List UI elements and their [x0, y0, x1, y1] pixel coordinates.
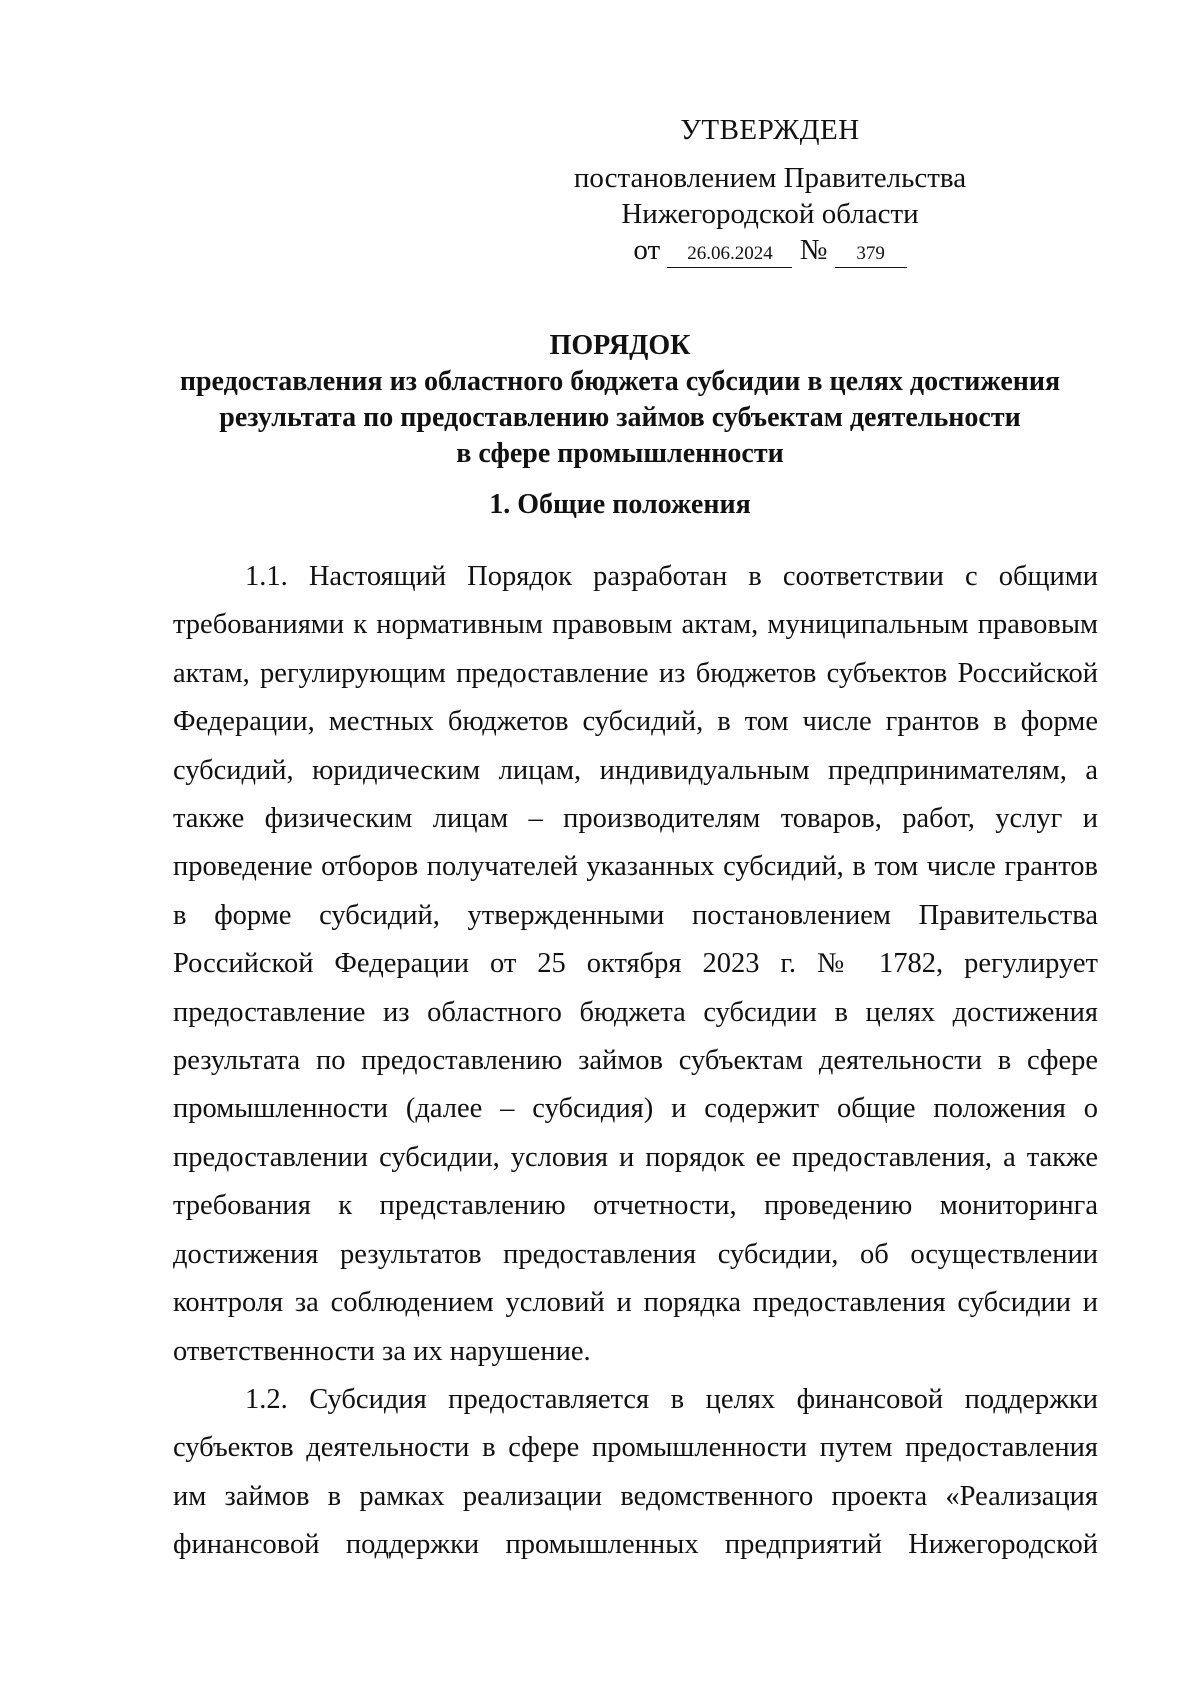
approval-number: 379	[835, 241, 907, 268]
approval-line-1: постановлением Правительства	[573, 162, 967, 194]
document-title	[140, 328, 1100, 472]
title-main: ПОРЯДОК	[549, 330, 691, 361]
approval-date: 26.06.2024	[667, 241, 792, 268]
approval-heading: УТВЕРЖДЕН	[680, 114, 860, 146]
section-heading: 1. Общие положения	[489, 489, 751, 520]
approval-line-2: Нижегородской области	[621, 198, 919, 230]
approval-date-line	[560, 232, 980, 268]
approval-block	[560, 112, 980, 268]
from-label: от	[633, 234, 661, 266]
title-line-3: в сфере промышленности	[456, 438, 784, 469]
title-line-1: предоставления из областного бюджета субсидии в целях достижения	[179, 366, 1061, 397]
title-line-2: результата по предоставлению займов субъектам деятельности	[219, 402, 1021, 433]
paragraph-1-1: 1.1. Настоящий Порядок разработан в соответствии с общими требованиями к нормативным правовым актам, муниципальным правовым актам, регулирующим предоставление из бюджетов субъектов Российской Федерации, местных бюджетов субсидий, в том числе грантов в форме субсидий, юридическим лицам, индивидуальным предпринимателям, а также физическим лицам – производителям товаров, работ, услуг и проведение отборов получателей указанных субсидий, в том числе грантов в форме субсидий, утвержденными постановлением Правительства Российской Федерации от 25 октября 2023 г. № 1782, регулирует предоставление из областного бюджета субсидии в целях достижения результата по предоставлению займов субъектам деятельности в сфере промышленности (далее – субсидия) и содержит общие положения о предоставлении субсидии, условия и порядок ее предоставления, а также требования к представлению отчетности, проведению мониторинга достижения результатов предоставления субсидии, об осуществлении контроля за соблюдением условий и порядка предоставления субсидии и ответственности за их нарушение.	[173, 561, 1098, 1367]
number-label: №	[799, 234, 828, 266]
paragraph-1-2: 1.2. Субсидия предоставляется в целях финансовой поддержки субъектов деятельности в сфере промышленности путем предоставления им займов в рамках реализации ведомственного проекта «Реализация финансовой поддержки промышленных предприятий Нижегородской	[173, 1383, 1098, 1561]
document-body	[173, 553, 1098, 1570]
